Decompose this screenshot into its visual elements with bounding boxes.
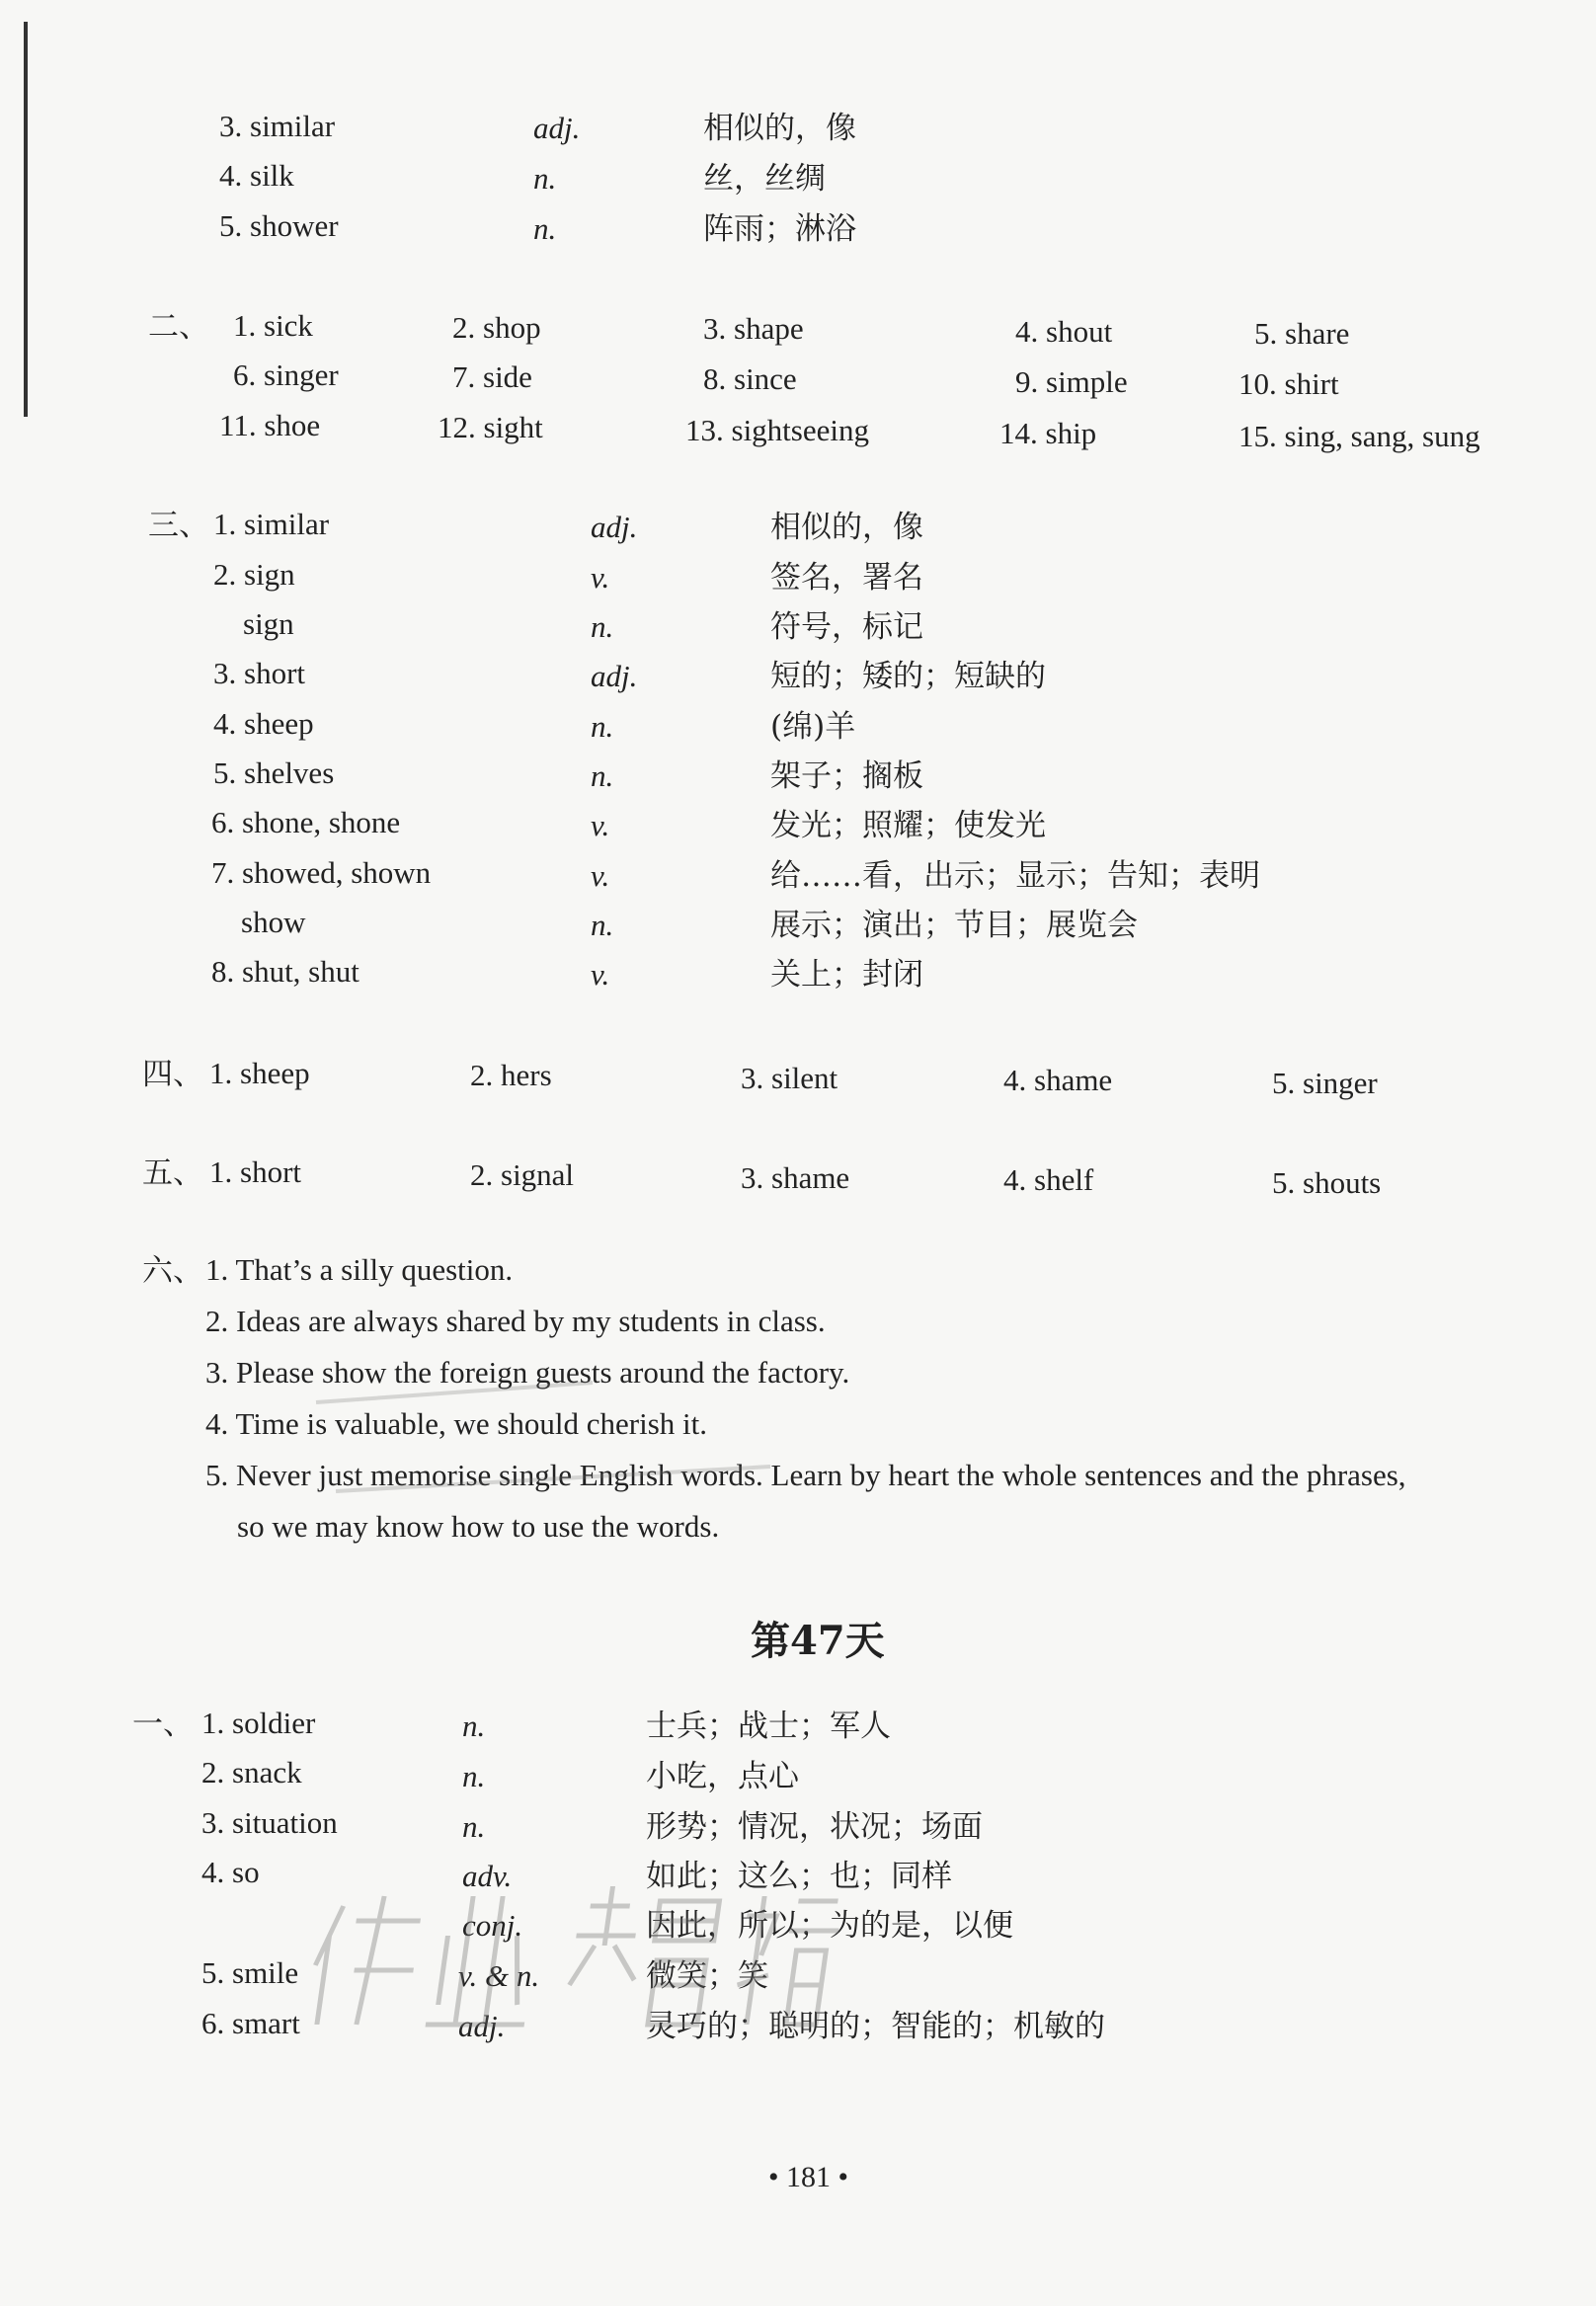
vocab-word: 5. shelves	[213, 755, 335, 790]
vocab-pos: n.	[533, 211, 557, 246]
answer-item: 10. shirt	[1238, 366, 1339, 401]
vocab-pos: n.	[591, 758, 614, 793]
vocab-pos: adj.	[458, 2009, 506, 2043]
watermark-graphic-2	[296, 1373, 810, 1521]
answer-item: 2. signal	[470, 1157, 575, 1192]
sentence-line: so we may know how to use the words.	[237, 1509, 720, 1544]
vocab-word: 3. short	[213, 656, 305, 690]
section-label: 二、	[148, 309, 209, 345]
page-number: • 181 •	[768, 2161, 849, 2193]
vocab-meaning: 丝，丝绸	[703, 161, 826, 197]
vocab-word: 2. sign	[213, 557, 295, 592]
vocab-word: 6. smart	[201, 2006, 300, 2040]
vocab-word: 7. showed, shown	[211, 855, 432, 890]
section-label: 三、	[148, 508, 209, 543]
vocab-meaning: 相似的，像	[703, 111, 856, 146]
answer-item: 1. short	[209, 1154, 301, 1189]
answer-item: 6. singer	[233, 358, 339, 392]
vocab-pos: n.	[591, 709, 614, 744]
answer-item: 13. sightseeing	[685, 413, 869, 447]
answer-item: 4. shelf	[1003, 1162, 1094, 1197]
vocab-pos: n.	[462, 1759, 486, 1793]
vocab-word: 4. silk	[219, 158, 294, 193]
vocab-pos: v.	[591, 957, 610, 992]
vocab-meaning: 短的；矮的；短缺的	[770, 659, 1046, 694]
vocab-meaning: 形势；情况，状况；场面	[646, 1809, 983, 1845]
vocab-meaning: 架子；搁板	[770, 758, 923, 794]
sentence-line: 2. Ideas are always shared by my students in class.	[205, 1304, 826, 1338]
vocab-word: 1. similar	[213, 507, 330, 541]
vocab-meaning: 符号，标记	[770, 609, 923, 645]
vocab-meaning: (绵)羊	[770, 709, 856, 745]
section-label: 五、	[142, 1155, 203, 1191]
vocab-meaning: 灵巧的；聪明的；智能的；机敏的	[646, 2009, 1105, 2044]
answer-item: 1. sick	[233, 308, 313, 343]
binding-edge	[24, 22, 28, 417]
answer-item: 7. side	[452, 359, 532, 394]
answer-item: 14. ship	[999, 416, 1097, 450]
vocab-pos: v.	[591, 560, 610, 595]
answer-item: 8. since	[703, 361, 797, 396]
answer-item: 3. shame	[741, 1160, 850, 1195]
vocab-pos: conj.	[462, 1908, 523, 1943]
answer-item: 9. simple	[1015, 364, 1128, 399]
answer-item: 4. shame	[1003, 1063, 1113, 1097]
answer-item: 11. shoe	[219, 408, 321, 442]
answer-item: 2. shop	[452, 310, 541, 345]
vocab-word: 3. similar	[219, 109, 336, 143]
vocab-word: 4. so	[201, 1855, 260, 1889]
section-label: 四、	[142, 1057, 203, 1092]
vocab-word: show	[241, 905, 306, 939]
vocab-meaning: 相似的，像	[770, 510, 923, 545]
watermark-2	[296, 1373, 810, 1521]
answer-item: 12. sight	[438, 410, 543, 444]
vocab-pos: n.	[462, 1809, 486, 1844]
answer-item: 4. shout	[1015, 314, 1113, 349]
sentence-line: 3. Please show the foreign guests around the factory.	[205, 1355, 850, 1390]
vocab-word: 5. shower	[219, 208, 339, 243]
vocab-pos: n.	[462, 1709, 486, 1743]
section-label: 一、	[132, 1707, 194, 1742]
vocab-word: 5. smile	[201, 1955, 299, 1990]
vocab-meaning: 签名，署名	[770, 560, 923, 596]
section-label: 六、	[142, 1253, 203, 1289]
vocab-word: 6. shone, shone	[211, 805, 401, 839]
day-title: 第47天	[751, 1618, 885, 1664]
vocab-word: 8. shut, shut	[211, 954, 359, 989]
vocab-meaning: 关上；封闭	[770, 957, 923, 993]
vocab-word: 1. soldier	[201, 1706, 316, 1740]
vocab-meaning: 展示；演出；节目；展览会	[770, 908, 1138, 943]
vocab-pos: n.	[533, 161, 557, 196]
answer-item: 3. silent	[741, 1061, 838, 1095]
vocab-meaning: 因此，所以；为的是，以便	[646, 1908, 1013, 1944]
sentence-line: 5. Never just memorise single English words. Learn by heart the whole sentences and the phrases,	[205, 1458, 1406, 1492]
vocab-meaning: 微笑；笑	[646, 1958, 768, 1994]
vocab-meaning: 如此；这么；也；同样	[646, 1859, 952, 1894]
answer-item: 2. hers	[470, 1058, 552, 1092]
vocab-word: 4. sheep	[213, 706, 314, 741]
vocab-pos: n.	[591, 609, 614, 644]
vocab-pos: v.	[591, 858, 610, 893]
answer-item: 15. sing, sang, sung	[1238, 419, 1480, 453]
vocab-meaning: 阵雨；淋浴	[703, 211, 856, 247]
answer-item: 5. singer	[1272, 1066, 1378, 1100]
vocab-pos: adj.	[533, 111, 581, 145]
answer-item: 5. shouts	[1272, 1165, 1382, 1200]
vocab-meaning: 士兵；战士；军人	[646, 1709, 891, 1744]
vocab-pos: adj.	[591, 510, 638, 544]
vocab-pos: v.	[591, 808, 610, 842]
answer-item: 5. share	[1254, 316, 1350, 351]
vocab-word: sign	[243, 606, 294, 641]
watermark	[284, 1876, 861, 2044]
vocab-word: 2. snack	[201, 1755, 302, 1789]
watermark-graphic	[284, 1876, 861, 2044]
vocab-pos: n.	[591, 908, 614, 942]
sentence-line: 4. Time is valuable, we should cherish it.	[205, 1406, 708, 1441]
vocab-meaning: 小吃，点心	[646, 1759, 799, 1794]
sentence-line: 1. That’s a silly question.	[205, 1252, 514, 1287]
vocab-meaning: 发光；照耀；使发光	[770, 808, 1046, 843]
answer-item: 3. shape	[703, 311, 804, 346]
vocab-pos: adv.	[462, 1859, 513, 1893]
answer-item: 1. sheep	[209, 1056, 310, 1090]
vocab-meaning: 给……看，出示；显示；告知；表明	[770, 858, 1260, 894]
vocab-word: 3. situation	[201, 1805, 338, 1840]
vocab-pos: adj.	[591, 659, 638, 693]
vocab-pos: v. & n.	[458, 1958, 540, 1993]
